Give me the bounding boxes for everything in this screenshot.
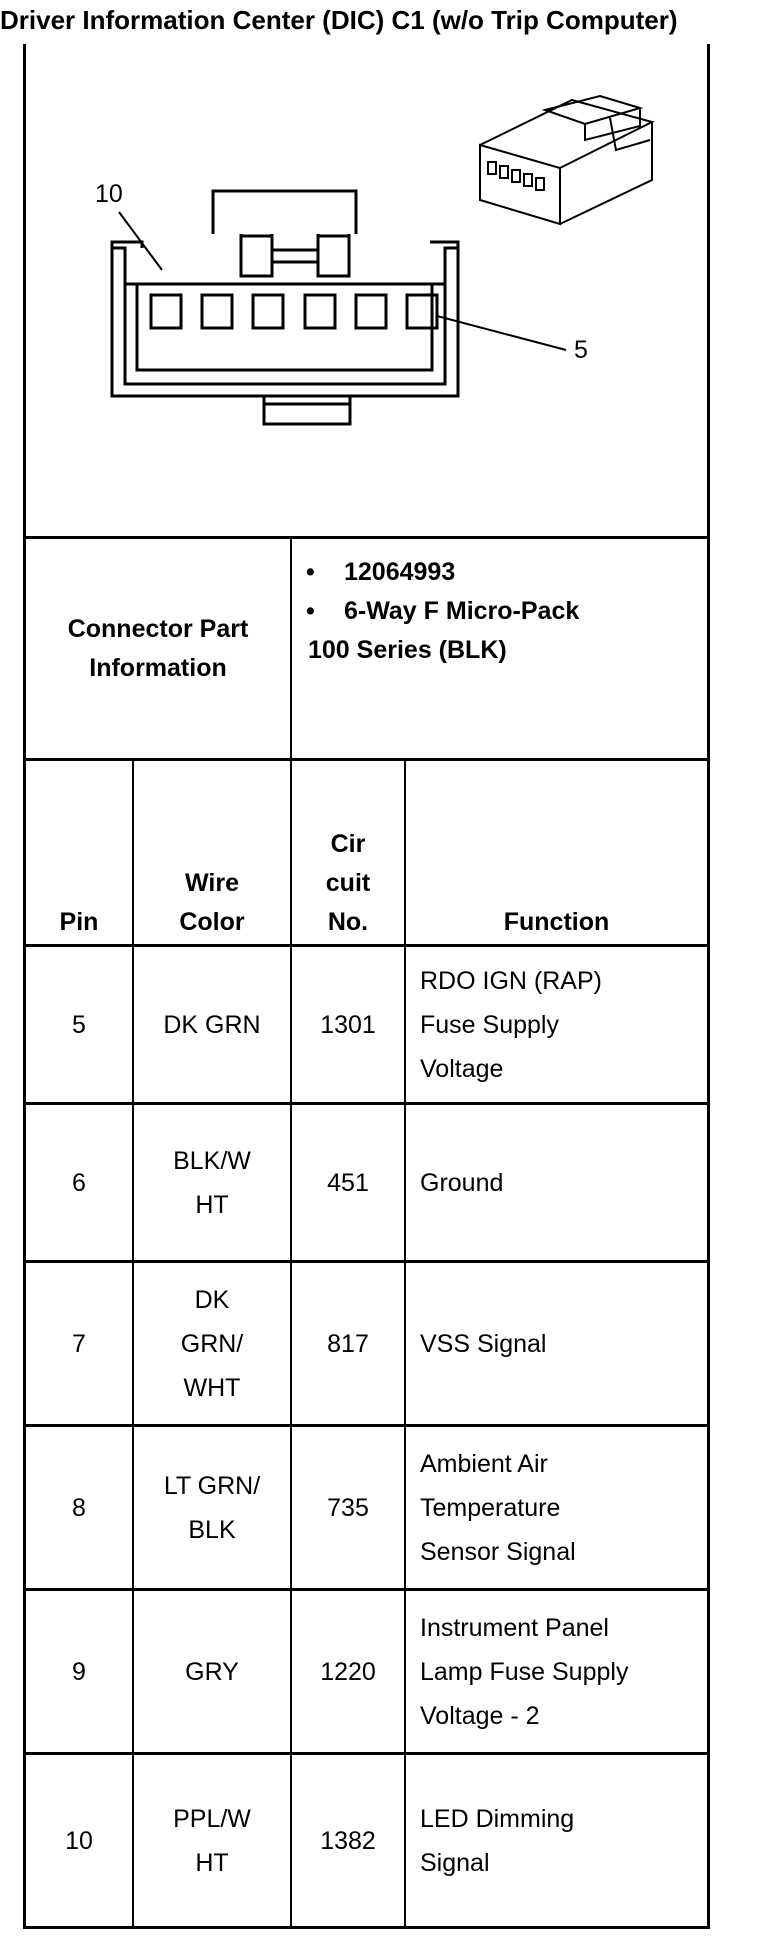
circuit-value: 1220: [320, 1657, 376, 1686]
circuit-value: 1301: [320, 1010, 376, 1039]
function-line: Ground: [420, 1168, 504, 1197]
function-line: RDO IGN (RAP): [420, 966, 602, 995]
connector-info-label-line: Information: [89, 653, 227, 682]
wire-color-line: HT: [195, 1848, 229, 1877]
cell-pin: [26, 1105, 132, 1260]
pin-value: 7: [72, 1329, 86, 1358]
header-wire-color-line: Color: [179, 908, 245, 936]
pin-value: 10: [65, 1826, 93, 1855]
bullet-icon: •: [306, 558, 315, 586]
header-circuit-line: cuit: [325, 869, 371, 897]
header-wire-color-line: Wire: [185, 869, 239, 897]
header-circuit-line: No.: [327, 908, 369, 936]
function-line: Signal: [420, 1848, 490, 1877]
function-line: Temperature: [420, 1493, 561, 1522]
header-circuit-line: Cir: [330, 830, 366, 858]
header-function-label: Function: [503, 908, 610, 936]
cell-pin: [26, 947, 132, 1102]
cell-pin: [26, 1427, 132, 1588]
wire-color-line: BLK: [188, 1515, 236, 1544]
cell-function: [406, 1105, 707, 1260]
connector-description: 6-Way F Micro-Pack: [344, 597, 580, 625]
pin-value: 6: [72, 1168, 86, 1197]
part-number: 12064993: [344, 558, 456, 586]
pin-cavity-10: [151, 295, 181, 328]
callout-10: 10: [95, 180, 123, 208]
wire-color-line: LT GRN/: [163, 1471, 261, 1500]
cell-function: [406, 947, 707, 1102]
function-line: Instrument Panel: [420, 1613, 609, 1642]
header-pin-label: Pin: [59, 908, 99, 936]
wire-color-line: GRY: [185, 1657, 239, 1686]
cell-circuit: [292, 1591, 404, 1752]
connector-key: [264, 396, 350, 424]
cell-pin: [26, 1263, 132, 1424]
circuit-value: 735: [327, 1493, 369, 1522]
pin-value: 5: [72, 1010, 86, 1039]
function-line: VSS Signal: [420, 1329, 547, 1358]
cell-circuit: [292, 1263, 404, 1424]
bullet-icon: •: [306, 597, 315, 625]
pin-cavity-9: [202, 295, 232, 328]
cell-wire-color: [134, 1591, 290, 1752]
wire-color-line: GRN/: [180, 1329, 244, 1358]
connector-diagram: [0, 0, 768, 536]
circuit-value: 451: [327, 1168, 369, 1197]
pin-cavity-6: [356, 295, 386, 328]
leader-line-5: [437, 316, 566, 350]
function-line: Fuse Supply: [420, 1010, 559, 1039]
cell-function: [406, 1263, 707, 1424]
wire-color-line: WHT: [183, 1373, 241, 1402]
wire-color-line: PPL/W: [173, 1804, 251, 1833]
page-title: Driver Information Center (DIC) C1 (w/o Trip Computer): [0, 5, 678, 35]
pin-cavity-7: [305, 295, 335, 328]
circuit-value: 1382: [320, 1826, 376, 1855]
cell-circuit: [292, 947, 404, 1102]
function-line: LED Dimming: [420, 1804, 575, 1833]
function-line: Lamp Fuse Supply: [420, 1657, 629, 1686]
header-wire-color: [134, 761, 290, 944]
cell-wire-color: [134, 1755, 290, 1926]
circuit-value: 817: [327, 1329, 369, 1358]
cell-pin: [26, 1755, 132, 1926]
function-line: Voltage - 2: [420, 1701, 540, 1730]
connector-thumbnail-icon: [480, 96, 652, 224]
cell-wire-color: [134, 1263, 290, 1424]
cell-circuit: [292, 1105, 404, 1260]
cell-wire-color: [134, 947, 290, 1102]
wire-color-line: DK: [194, 1285, 230, 1314]
connector-info-label-line: Connector Part: [67, 614, 249, 643]
pin-value: 8: [72, 1493, 86, 1522]
function-line: Voltage: [420, 1054, 504, 1083]
pin-cavities: [151, 295, 437, 328]
connector-info-label: [26, 539, 290, 758]
header-circuit: [292, 761, 404, 944]
connector-latch: [213, 191, 356, 234]
cell-function: [406, 1755, 707, 1926]
function-line: Sensor Signal: [420, 1537, 576, 1566]
connector-info-values: [294, 553, 704, 670]
pin-value: 9: [72, 1657, 86, 1686]
cell-wire-color: [134, 1427, 290, 1588]
cell-wire-color: [134, 1105, 290, 1260]
wire-color-line: BLK/W: [173, 1146, 251, 1175]
cell-function: [406, 1591, 707, 1752]
pin-cavity-8: [253, 295, 283, 328]
cell-circuit: [292, 1427, 404, 1588]
cell-circuit: [292, 1755, 404, 1926]
wire-color-line: DK GRN: [163, 1010, 261, 1039]
cell-pin: [26, 1591, 132, 1752]
function-line: Ambient Air: [420, 1449, 548, 1478]
wire-color-line: HT: [195, 1190, 229, 1219]
header-function: [406, 761, 707, 944]
cell-function: [406, 1427, 707, 1588]
header-pin: [26, 761, 132, 944]
connector-series: 100 Series (BLK): [308, 636, 507, 664]
callout-5: 5: [574, 336, 588, 364]
